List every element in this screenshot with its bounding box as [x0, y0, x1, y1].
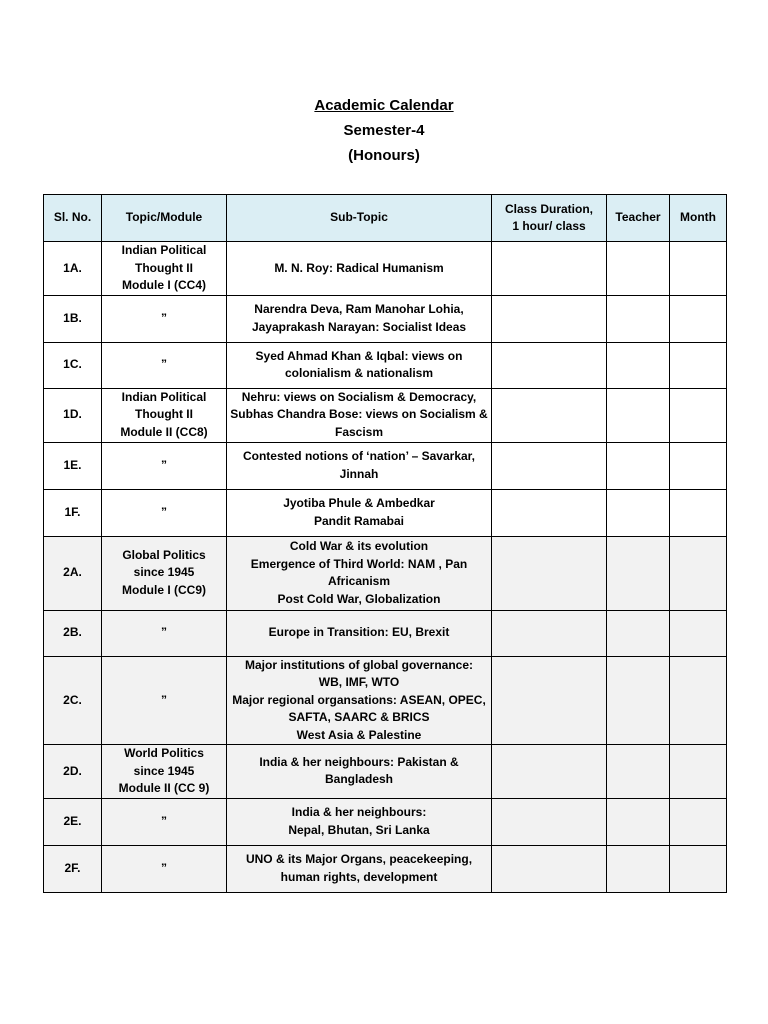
cell-topic: ”	[102, 610, 227, 656]
cell-teacher	[607, 536, 670, 610]
cell-topic: ”	[102, 798, 227, 845]
document-title: Academic Calendar	[314, 97, 454, 114]
table-row	[44, 295, 727, 342]
table-row	[44, 489, 727, 536]
cell-duration	[492, 610, 607, 656]
table-row	[44, 342, 727, 388]
table-row	[44, 845, 727, 892]
cell-duration	[492, 798, 607, 845]
cell-teacher	[607, 656, 670, 745]
cell-subtopic: Nehru: views on Socialism & Democracy, Subhas Chandra Bose: views on Socialism & Fascism	[227, 388, 492, 442]
cell-subtopic: UNO & its Major Organs, peacekeeping, human rights, development	[227, 845, 492, 892]
cell-month	[670, 295, 727, 342]
cell-sl-no: 1E.	[44, 442, 102, 489]
cell-subtopic: Narendra Deva, Ram Manohar Lohia, Jayaprakash Narayan: Socialist Ideas	[227, 295, 492, 342]
cell-teacher	[607, 798, 670, 845]
cell-month	[670, 798, 727, 845]
cell-subtopic: Major institutions of global governance: WB, IMF, WTO Major regional organsations: ASEAN, OPEC, SAFTA, SAARC & BRICS West Asia & Palestine	[227, 656, 492, 745]
cell-teacher	[607, 845, 670, 892]
table-row	[44, 798, 727, 845]
cell-sl-no: 2E.	[44, 798, 102, 845]
cell-sl-no: 2B.	[44, 610, 102, 656]
course-label: (Honours)	[348, 147, 420, 164]
cell-sl-no: 1A.	[44, 242, 102, 296]
academic-calendar-table	[43, 194, 727, 893]
cell-month	[670, 388, 727, 442]
cell-sl-no: 2D.	[44, 745, 102, 799]
cell-sl-no: 1C.	[44, 342, 102, 388]
cell-duration	[492, 388, 607, 442]
cell-topic: ”	[102, 656, 227, 745]
cell-month	[670, 342, 727, 388]
cell-duration	[492, 845, 607, 892]
cell-topic: ”	[102, 295, 227, 342]
cell-month	[670, 489, 727, 536]
cell-sl-no: 1B.	[44, 295, 102, 342]
cell-teacher	[607, 489, 670, 536]
semester-label: Semester-4	[343, 122, 425, 139]
cell-subtopic: Contested notions of ‘nation’ – Savarkar, Jinnah	[227, 442, 492, 489]
table-row	[44, 388, 727, 442]
cell-teacher	[607, 242, 670, 296]
header-subtopic: Sub-Topic	[227, 195, 492, 242]
cell-month	[670, 610, 727, 656]
cell-teacher	[607, 442, 670, 489]
cell-topic: ”	[102, 442, 227, 489]
table-row	[44, 536, 727, 610]
cell-subtopic: Europe in Transition: EU, Brexit	[227, 610, 492, 656]
cell-topic: Indian Political Thought II Module II (CC8)	[102, 388, 227, 442]
cell-subtopic: India & her neighbours: Pakistan & Bangladesh	[227, 745, 492, 799]
cell-topic: ”	[102, 342, 227, 388]
cell-month	[670, 656, 727, 745]
table-row	[44, 442, 727, 489]
cell-sl-no: 2F.	[44, 845, 102, 892]
cell-teacher	[607, 388, 670, 442]
header-topic: Topic/Module	[102, 195, 227, 242]
cell-duration	[492, 536, 607, 610]
cell-topic: World Politics since 1945 Module II (CC 9)	[102, 745, 227, 799]
cell-subtopic: Syed Ahmad Khan & Iqbal: views on colonialism & nationalism	[227, 342, 492, 388]
table-header-row	[44, 195, 727, 242]
table-body	[44, 242, 727, 893]
cell-topic: ”	[102, 845, 227, 892]
cell-sl-no: 1D.	[44, 388, 102, 442]
table-row	[44, 656, 727, 745]
cell-subtopic: India & her neighbours: Nepal, Bhutan, Sri Lanka	[227, 798, 492, 845]
table-row	[44, 745, 727, 799]
header-sl-no: Sl. No.	[44, 195, 102, 242]
cell-sl-no: 1F.	[44, 489, 102, 536]
table-row	[44, 242, 727, 296]
cell-topic: Indian Political Thought II Module I (CC4)	[102, 242, 227, 296]
cell-month	[670, 536, 727, 610]
cell-duration	[492, 242, 607, 296]
cell-teacher	[607, 342, 670, 388]
document-header	[0, 93, 768, 168]
cell-duration	[492, 656, 607, 745]
cell-sl-no: 2A.	[44, 536, 102, 610]
cell-duration	[492, 442, 607, 489]
cell-topic: Global Politics since 1945 Module I (CC9)	[102, 536, 227, 610]
cell-month	[670, 442, 727, 489]
cell-duration	[492, 745, 607, 799]
cell-duration	[492, 342, 607, 388]
header-teacher: Teacher	[607, 195, 670, 242]
cell-teacher	[607, 745, 670, 799]
cell-sl-no: 2C.	[44, 656, 102, 745]
header-duration: Class Duration, 1 hour/ class	[492, 195, 607, 242]
cell-month	[670, 745, 727, 799]
cell-teacher	[607, 610, 670, 656]
cell-duration	[492, 295, 607, 342]
cell-subtopic: M. N. Roy: Radical Humanism	[227, 242, 492, 296]
cell-teacher	[607, 295, 670, 342]
cell-month	[670, 845, 727, 892]
header-month: Month	[670, 195, 727, 242]
cell-month	[670, 242, 727, 296]
cell-subtopic: Cold War & its evolution Emergence of Third World: NAM , Pan Africanism Post Cold War, Globalization	[227, 536, 492, 610]
table-row	[44, 610, 727, 656]
cell-duration	[492, 489, 607, 536]
cell-subtopic: Jyotiba Phule & Ambedkar Pandit Ramabai	[227, 489, 492, 536]
cell-topic: ”	[102, 489, 227, 536]
